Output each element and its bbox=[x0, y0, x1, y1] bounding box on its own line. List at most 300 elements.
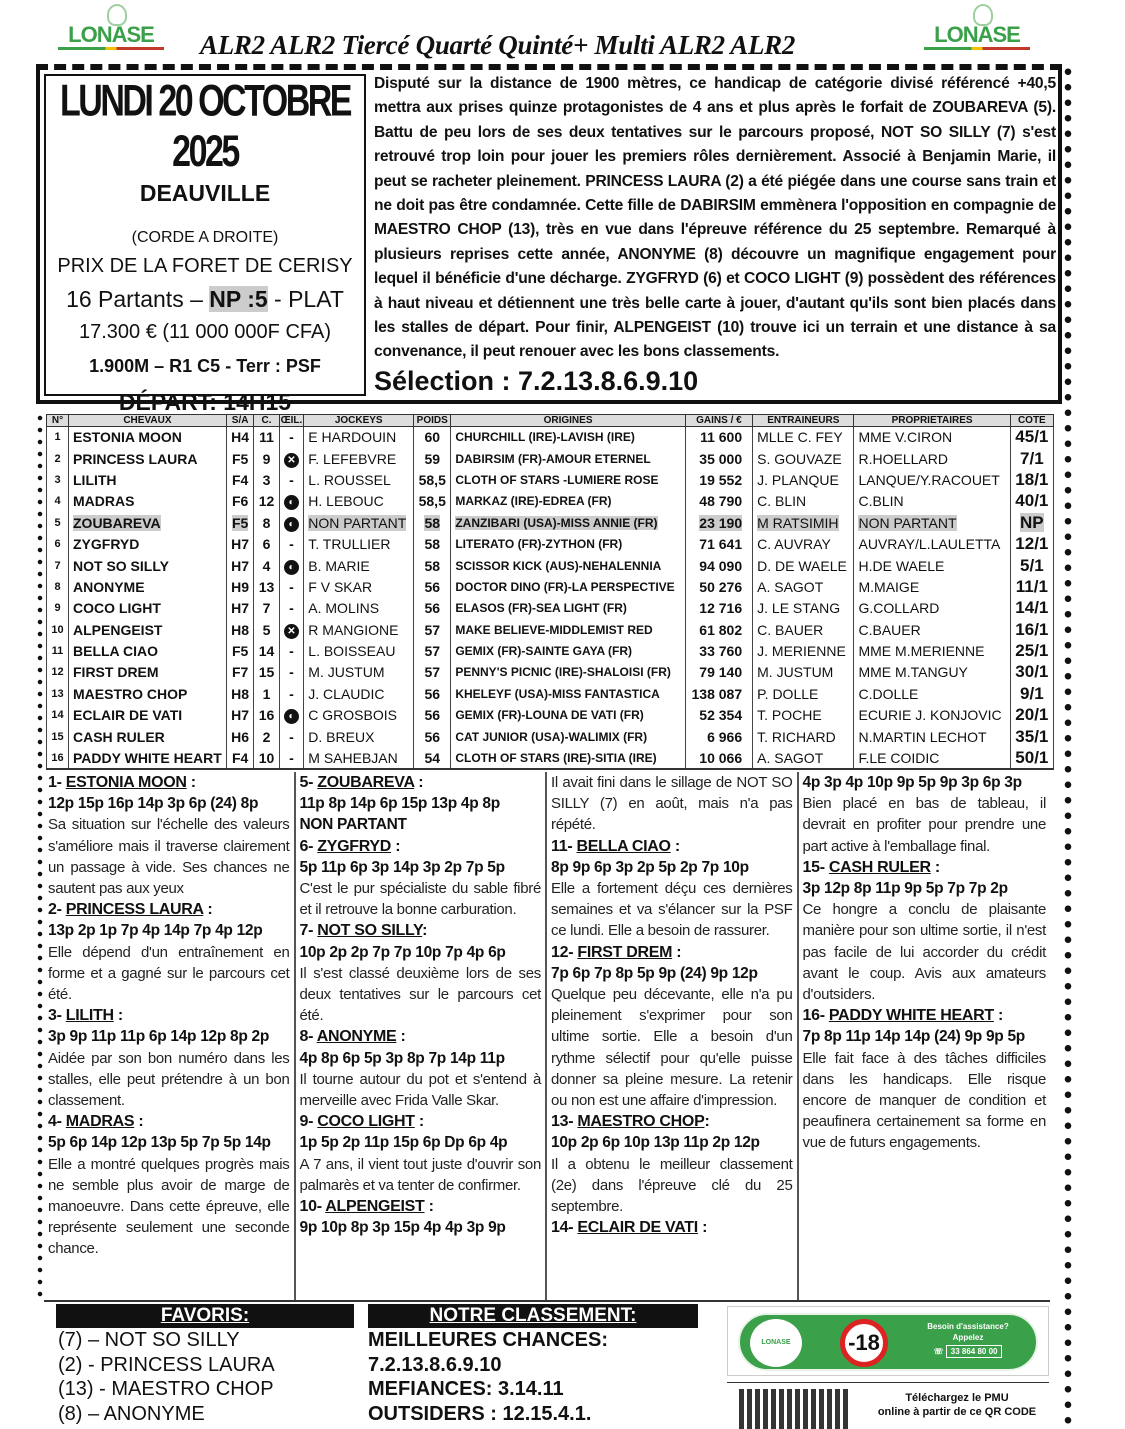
cell-oeilleres bbox=[279, 747, 304, 768]
cell-value: H8 bbox=[231, 621, 250, 638]
cell-value: D. BREUX bbox=[308, 728, 375, 745]
cell-gains bbox=[685, 662, 752, 683]
cell-corde bbox=[254, 662, 279, 683]
cell-sex-age bbox=[226, 576, 254, 597]
comment-column bbox=[44, 772, 296, 1302]
cell-value: L. BOISSEAU bbox=[308, 643, 396, 660]
cell-value: 94 090 bbox=[699, 557, 743, 574]
title-suffix: : bbox=[993, 1007, 1004, 1025]
col-header-oeilleres: ŒIL. bbox=[280, 415, 303, 426]
cell-horse bbox=[69, 598, 227, 619]
cell-value: 40/1 bbox=[1015, 491, 1049, 511]
horse-comment-text: Aidée par son bon numéro dans les stalles, elle peut prétendre à un bon classement. bbox=[48, 1049, 290, 1110]
cell-weight bbox=[414, 598, 451, 619]
horse-comment-text: Elle fait face à des tâches difficiles dans les handicaps. Elle risque encore de manquer de condition et peaufinera certainement sa forme en vue de futurs engagements. bbox=[802, 1049, 1046, 1152]
horse-number: 11- bbox=[551, 837, 577, 855]
horse-comment-title bbox=[48, 1111, 290, 1132]
horse-comment-text: Il tourne autour du pot et s'entend à merveille avec Frida Valle Skar. bbox=[299, 1070, 541, 1110]
cell-odds bbox=[1010, 533, 1053, 554]
cell-value: MAESTRO CHOP bbox=[73, 685, 188, 702]
cell-value: A. MOLINS bbox=[308, 600, 380, 617]
cell-horse bbox=[69, 683, 227, 704]
blinkers-icon: ✕ bbox=[284, 453, 299, 468]
cell-jockey bbox=[304, 576, 414, 597]
cell-origins bbox=[451, 619, 685, 640]
cell-value: 18/1 bbox=[1015, 469, 1049, 489]
cell-sex-age bbox=[226, 683, 254, 704]
classement-line: MEFIANCES: 3.14.11 bbox=[368, 1378, 564, 1400]
cell-odds bbox=[1010, 619, 1053, 640]
title-suffix: : bbox=[704, 1113, 710, 1131]
cell-trainer bbox=[753, 491, 854, 512]
cell-gains bbox=[685, 469, 752, 490]
horse-name: MADRAS bbox=[65, 1113, 135, 1131]
cell-value: F. LEFEBVRE bbox=[308, 450, 397, 467]
cell-value: C.BAUER bbox=[858, 621, 921, 638]
horse-comment-title bbox=[803, 857, 1047, 878]
horse-number: 15- bbox=[802, 858, 829, 876]
table-row bbox=[47, 640, 1054, 661]
cell-jockey bbox=[304, 705, 414, 726]
cell-value: 45/1 bbox=[1015, 427, 1049, 447]
cell-gains bbox=[685, 427, 752, 448]
cell-weight bbox=[414, 640, 451, 661]
race-type: - PLAT bbox=[267, 286, 344, 312]
phone-icon: ☏ bbox=[933, 1347, 946, 1356]
cell-owner bbox=[854, 705, 1010, 726]
cell-value: PENNY'S PICNIC (IRE)-SHALOISI (FR) bbox=[455, 665, 671, 680]
cell-origins bbox=[451, 705, 685, 726]
cell-value: 12 716 bbox=[699, 600, 743, 617]
cell-value: 59 bbox=[424, 450, 441, 467]
cell-sex-age bbox=[226, 533, 254, 554]
cell-value: H8 bbox=[231, 685, 250, 702]
table-row bbox=[47, 555, 1054, 576]
horse-comment-title bbox=[300, 920, 542, 941]
cell-value: 11 bbox=[259, 429, 274, 446]
cell-sex-age bbox=[226, 726, 254, 747]
horse-comment-text: A 7 ans, il vient tout juste d'ouvrir son palmarès et va tenter de confirmer. bbox=[299, 1155, 541, 1194]
horse-number: 12- bbox=[551, 943, 578, 961]
cell-num bbox=[47, 705, 69, 726]
cell-trainer bbox=[753, 726, 854, 747]
horse-number: 6- bbox=[299, 837, 318, 855]
cell-value: MADRAS bbox=[73, 493, 135, 510]
cell-owner bbox=[854, 576, 1010, 597]
horse-name: ANONYME bbox=[316, 1028, 397, 1046]
col-header-origins: ORIGINES bbox=[451, 415, 685, 427]
horse-comment-text: Ce hongre a conclu de plaisante manière pour son ultime sortie, il n'est pas facile de lui accorder du crédit avant le coup. Avis aux amateurs d'outsiders. bbox=[802, 901, 1046, 1004]
horse-number: 4- bbox=[48, 1113, 66, 1131]
col-header-sex-age: S/A bbox=[226, 415, 254, 427]
cell-gains bbox=[685, 640, 752, 661]
cell-oeilleres bbox=[279, 555, 304, 576]
cell-gains bbox=[685, 576, 752, 597]
cell-origins bbox=[451, 640, 685, 661]
cell-jockey bbox=[304, 555, 414, 576]
cell-value: F V SKAR bbox=[308, 578, 373, 595]
cell-horse bbox=[69, 726, 227, 747]
cell-value: MME M.MERIENNE bbox=[858, 643, 985, 660]
cell-value: NOT SO SILLY bbox=[73, 557, 169, 574]
cell-value: 5/1 bbox=[1020, 555, 1044, 575]
race-details bbox=[44, 74, 366, 415]
cell-value: 58,5 bbox=[418, 471, 446, 488]
classement-line: 7.2.13.8.6.9.10 bbox=[368, 1353, 502, 1376]
cell-value: DABIRSIM (FR)-AMOUR ETERNEL bbox=[455, 451, 651, 466]
cell-value: CAT JUNIOR (USA)-WALIMIX (FR) bbox=[455, 729, 648, 744]
race-venue: DEAUVILLE bbox=[139, 180, 271, 206]
cell-value: F5 bbox=[231, 514, 249, 531]
cell-value: H9 bbox=[231, 578, 250, 595]
horse-number: 9- bbox=[299, 1113, 318, 1131]
cell-value: F5 bbox=[231, 643, 249, 660]
cell-origins bbox=[451, 512, 685, 533]
cell-weight bbox=[414, 512, 451, 533]
cell-horse bbox=[69, 619, 227, 640]
cell-corde bbox=[254, 640, 279, 661]
col-header-odds: COTE bbox=[1010, 415, 1053, 427]
cell-oeilleres bbox=[279, 491, 304, 512]
cell-value: 35/1 bbox=[1015, 726, 1049, 746]
horse-comment-text: Quelque peu décevante, elle n'a pu pleinement s'exprimer pour son ultime sortie. Elle a besoin d'un rythme sélectif pour qu'elle puisse donner sa pleine mesure. La retenir ou non est une affaire d'impression. bbox=[551, 986, 793, 1110]
cell-sex-age bbox=[226, 598, 254, 619]
cell-weight bbox=[414, 448, 451, 469]
race-date: LUNDI 20 OCTOBRE 2025 bbox=[60, 76, 350, 177]
cell-num bbox=[47, 555, 69, 576]
cell-value: PRINCESS LAURA bbox=[73, 450, 198, 467]
col-header-gains: GAINS / € bbox=[685, 415, 752, 427]
cell-value: MME M.TANGUY bbox=[858, 664, 968, 681]
cell-trainer bbox=[753, 662, 854, 683]
cell-jockey bbox=[304, 448, 414, 469]
cell-jockey bbox=[304, 491, 414, 512]
cell-corde bbox=[254, 555, 279, 576]
comment-column bbox=[799, 772, 1051, 1302]
cell-gains bbox=[685, 448, 752, 469]
horse-form: 12p 15p 16p 14p 3p 6p (24) 8p bbox=[48, 795, 259, 813]
cell-trainer bbox=[753, 469, 854, 490]
help-phone[interactable]: 33 864 80 00 bbox=[946, 1345, 1003, 1358]
cell-weight bbox=[414, 469, 451, 490]
cell-oeilleres bbox=[279, 705, 304, 726]
horse-name: PRINCESS LAURA bbox=[65, 901, 204, 919]
cell-jockey bbox=[304, 619, 414, 640]
cell-value: 3 bbox=[262, 471, 271, 488]
col-header-jockey: JOCKEYS bbox=[304, 415, 414, 427]
cell-oeilleres bbox=[279, 448, 304, 469]
cell-weight bbox=[414, 533, 451, 554]
cell-value: H7 bbox=[231, 600, 250, 617]
cell-value: M SAHEBJAN bbox=[308, 749, 398, 766]
cell-value: SCISSOR KICK (AUS)-NEHALENNIA bbox=[455, 558, 662, 573]
horse-form: 3p 12p 8p 11p 9p 5p 7p 7p 2p bbox=[802, 880, 1008, 898]
cell-value: 20/1 bbox=[1015, 705, 1049, 725]
horse-comment-text: Il a obtenu le meilleur classement (2e) dans l'épreuve clé du 25 septembre. bbox=[551, 1155, 793, 1216]
horse-form: 7p 8p 11p 14p 14p (24) 9p 9p 5p bbox=[802, 1028, 1025, 1046]
cell-value: CHURCHILL (IRE)-LAVISH (IRE) bbox=[455, 430, 635, 445]
cell-value: J. LE STANG bbox=[757, 600, 841, 617]
cell-horse bbox=[69, 640, 227, 661]
table-row bbox=[47, 619, 1054, 640]
cell-horse bbox=[69, 512, 227, 533]
cell-value: F.LE COIDIC bbox=[858, 749, 940, 766]
cell-odds bbox=[1010, 512, 1053, 533]
bottom-section bbox=[44, 1300, 1050, 1423]
cell-value: LANQUE/Y.RACOUET bbox=[858, 471, 1000, 488]
horse-number: 8- bbox=[299, 1028, 317, 1046]
classement-line: MEILLEURES CHANCES: bbox=[368, 1329, 609, 1351]
comment-column bbox=[547, 772, 799, 1302]
cell-sex-age bbox=[226, 448, 254, 469]
cell-corde bbox=[254, 469, 279, 490]
cell-weight bbox=[414, 726, 451, 747]
classement-box bbox=[368, 1304, 698, 1426]
cell-trainer bbox=[753, 512, 854, 533]
col-header-owner: PROPRIETAIRES bbox=[854, 415, 1010, 427]
cell-num bbox=[47, 726, 69, 747]
horse-comment-title bbox=[551, 942, 793, 963]
cell-weight bbox=[414, 576, 451, 597]
cell-sex-age bbox=[226, 555, 254, 576]
cell-value: NON PARTANT bbox=[308, 514, 407, 531]
cell-value: H7 bbox=[231, 707, 250, 724]
cell-num bbox=[47, 469, 69, 490]
cell-trainer bbox=[753, 555, 854, 576]
cell-value: 58,5 bbox=[418, 493, 446, 510]
cell-value: 57 bbox=[424, 621, 441, 638]
cell-value: F4 bbox=[231, 749, 249, 766]
cell-jockey bbox=[304, 427, 414, 448]
col-header-weight: POIDS bbox=[414, 415, 451, 427]
title-suffix: : bbox=[186, 774, 196, 791]
horse-form: 5p 11p 6p 3p 14p 3p 2p 7p 5p bbox=[299, 858, 505, 876]
cell-value: - bbox=[289, 429, 294, 446]
cell-corde bbox=[254, 427, 279, 448]
cell-odds bbox=[1010, 683, 1053, 704]
cell-odds bbox=[1010, 427, 1053, 448]
horse-number: 16- bbox=[802, 1007, 829, 1025]
cell-value: 71 641 bbox=[699, 536, 743, 553]
cell-value: 19 552 bbox=[699, 471, 743, 488]
cell-value: 4 bbox=[262, 557, 271, 574]
cell-value: 58 bbox=[424, 514, 441, 531]
favori-item: (2) - PRINCESS LAURA bbox=[58, 1353, 275, 1376]
horse-name: COCO LIGHT bbox=[317, 1113, 415, 1131]
cell-value: DOCTOR DINO (FR)-LA PERSPECTIVE bbox=[455, 579, 675, 594]
horse-form: 4p 8p 6p 5p 3p 8p 7p 14p 11p bbox=[299, 1049, 505, 1067]
partants-count: 16 Partants – bbox=[66, 286, 210, 312]
cell-value: F6 bbox=[231, 493, 249, 510]
prix-name: PRIX DE LA FORET DE CERISY bbox=[57, 255, 353, 277]
cell-horse bbox=[69, 662, 227, 683]
allocation: 17.300 € (11 000 000F CFA) bbox=[78, 321, 331, 343]
table-row bbox=[47, 662, 1054, 683]
cell-value: - bbox=[289, 471, 294, 488]
cell-oeilleres bbox=[279, 640, 304, 661]
cell-corde bbox=[254, 576, 279, 597]
cell-value: 15 bbox=[51, 730, 64, 743]
cell-value: 16 bbox=[258, 707, 275, 724]
cell-value: 9 bbox=[54, 602, 61, 615]
cell-num bbox=[47, 427, 69, 448]
horse-name: BELLA CIAO bbox=[576, 837, 671, 855]
cell-odds bbox=[1010, 448, 1053, 469]
horse-comment-title bbox=[551, 1111, 793, 1132]
cell-value: 138 087 bbox=[691, 685, 743, 702]
title-suffix: : bbox=[396, 1028, 406, 1046]
cell-odds bbox=[1010, 726, 1053, 747]
cell-horse bbox=[69, 491, 227, 512]
cell-gains bbox=[685, 705, 752, 726]
dotted-border-left bbox=[36, 412, 44, 1302]
cell-value: 30/1 bbox=[1015, 662, 1049, 682]
cell-gains bbox=[685, 726, 752, 747]
cell-value: N.MARTIN LECHOT bbox=[858, 728, 987, 745]
cell-horse bbox=[69, 576, 227, 597]
cell-num bbox=[47, 533, 69, 554]
qr-text: Téléchargez le PMU bbox=[905, 1392, 1009, 1404]
favoris-box bbox=[56, 1304, 354, 1426]
cell-horse bbox=[69, 427, 227, 448]
cell-value: 58 bbox=[424, 557, 441, 574]
col-header-num: N° bbox=[47, 415, 69, 427]
title-suffix: : bbox=[930, 858, 940, 876]
horse-comment-title bbox=[551, 836, 793, 857]
cell-value: C GROSBOIS bbox=[308, 707, 397, 724]
horse-name: ZYGFRYD bbox=[317, 837, 392, 855]
cell-value: 12 bbox=[51, 666, 64, 679]
responsible-gaming-banner bbox=[727, 1306, 1049, 1376]
col-header-corde: C. bbox=[254, 415, 279, 427]
cell-value: 5 bbox=[262, 621, 271, 638]
cell-sex-age bbox=[226, 747, 254, 768]
cell-value: M.MAIGE bbox=[858, 578, 920, 595]
cell-value: 9 bbox=[262, 450, 271, 467]
cell-value: 9/1 bbox=[1020, 683, 1044, 703]
cell-owner bbox=[854, 619, 1010, 640]
cell-owner bbox=[854, 747, 1010, 768]
horse-name: ALPENGEIST bbox=[325, 1198, 425, 1216]
title-suffix: : bbox=[113, 1007, 123, 1025]
cell-value: T. TRULLIER bbox=[308, 536, 391, 553]
cell-jockey bbox=[304, 533, 414, 554]
cell-value: G.COLLARD bbox=[858, 600, 940, 617]
race-info-box bbox=[36, 64, 1062, 415]
table-row bbox=[47, 512, 1054, 533]
favori-item: (13) - MAESTRO CHOP bbox=[58, 1378, 274, 1400]
table-row bbox=[47, 747, 1054, 768]
horse-name: ECLAIR DE VATI bbox=[577, 1219, 698, 1237]
cell-value: F5 bbox=[231, 450, 249, 467]
title-suffix: : bbox=[134, 1113, 144, 1131]
horse-comment-text: Il s'est classé deuxième lors de ses deux tentatives sur le parcours cet été. bbox=[299, 964, 541, 1025]
horse-comment-title bbox=[300, 1026, 542, 1047]
cell-value: M. JUSTUM bbox=[757, 664, 834, 681]
cell-value: D. DE WAELE bbox=[757, 557, 847, 574]
cell-value: CLOTH OF STARS -LUMIERE ROSE bbox=[455, 472, 659, 487]
horse-comment-title bbox=[300, 1111, 542, 1132]
cell-num bbox=[47, 747, 69, 768]
cell-value: 56 bbox=[424, 578, 441, 595]
cell-value: 11 bbox=[51, 645, 64, 658]
cell-corde bbox=[254, 512, 279, 533]
horse-comment-text: Elle dépend d'un entraînement en forme et a gagné sur le parcours cet été. bbox=[48, 943, 290, 1004]
horse-form: 4p 3p 4p 10p 9p 5p 9p 3p 6p 3p bbox=[802, 774, 1022, 791]
cell-odds bbox=[1010, 598, 1053, 619]
race-presentation: Disputé sur la distance de 1900 mètres, ce handicap de catégorie divisé référencé +40,5 mettra aux prises quinze protagonistes de 4 ans et plus après le forfait de ZOUBAREVA (5). Battu de peu lors de ses deux tentatives sur le parcours proposé, NOT SO SILLY (7) s'est retrouvé trop loin pour jouer les premiers rôles dernièrement. Associé à Benjamin Marie, il peut se racheter pleinement. PRINCESS LAURA (2) a été piégée dans une course sans train et ne doit pas être condamnée. Cette fille de DABIRSIM emmènera l'opposition en compagnie de MAESTRO CHOP (13), très en vue dans l'épreuve référence du 25 septembre. Remarqué à plusieurs reprises cette année, ANONYME (8) découvre un magnifique engagement pour lequel il bénéficie d'une décharge. ZYGFRYD (6) et COCO LIGHT (9) possèdent des références à haut niveau et détiennent une très belle carte à jouer, d'autant qu'ils sont bien placés dans les stalles de départ. Pour finir, ALPENGEIST (10) trouve ici un terrain et une distance à sa convenance, il peut renouer avec les bons classements. bbox=[374, 75, 1056, 361]
cell-weight bbox=[414, 427, 451, 448]
cell-value: CLOTH OF STARS (IRE)-SITIA (IRE) bbox=[455, 750, 657, 765]
horse-form: 10p 2p 2p 7p 7p 10p 7p 4p 6p bbox=[299, 943, 506, 961]
selection: Sélection : 7.2.13.8.6.9.10 bbox=[374, 366, 699, 396]
cell-value: R.HOELLARD bbox=[858, 450, 948, 467]
cell-value: MAKE BELIEVE-MIDDLEMIST RED bbox=[455, 622, 653, 637]
bet-types-title: ALR2 ALR2 Tiercé Quarté Quinté+ Multi ALR2 ALR2 bbox=[200, 30, 796, 60]
depart-time: DÉPART: 14H15 bbox=[118, 389, 292, 415]
cell-corde bbox=[254, 747, 279, 768]
cell-trainer bbox=[753, 598, 854, 619]
horse-form: 1p 5p 2p 11p 15p 6p Dp 6p 4p bbox=[299, 1134, 508, 1152]
cell-value: ZYGFRYD bbox=[73, 536, 140, 553]
cell-origins bbox=[451, 662, 685, 683]
qr-code-icon[interactable] bbox=[739, 1389, 851, 1429]
australian-blinkers-icon: ◐ bbox=[284, 517, 299, 532]
cell-value: 1 bbox=[262, 685, 271, 702]
cell-corde bbox=[254, 619, 279, 640]
cell-corde bbox=[254, 705, 279, 726]
cell-oeilleres bbox=[279, 512, 304, 533]
cell-value: - bbox=[289, 600, 294, 617]
cell-gains bbox=[685, 683, 752, 704]
cell-value: 4 bbox=[54, 495, 61, 508]
horse-comment-text: Elle a fortement déçu ces dernières semaines et va s'élancer sur la PSF ce lundi. Elle a besoin de rassurer. bbox=[551, 880, 793, 940]
cell-value: A. SAGOT bbox=[757, 578, 824, 595]
cell-value: ALPENGEIST bbox=[73, 621, 163, 638]
cell-value: 56 bbox=[424, 707, 441, 724]
cell-trainer bbox=[753, 427, 854, 448]
cell-value: M RATSIMIH bbox=[757, 514, 839, 531]
horse-name: ZOUBAREVA bbox=[317, 774, 415, 791]
cell-value: MLLE C. FEY bbox=[757, 429, 843, 446]
cell-value: 23 190 bbox=[699, 514, 743, 531]
cell-value: C.BLIN bbox=[858, 493, 904, 510]
title-suffix: : bbox=[391, 837, 401, 855]
cell-value: 12/1 bbox=[1015, 534, 1049, 554]
cell-value: 35 000 bbox=[699, 450, 743, 467]
cell-num bbox=[47, 448, 69, 469]
cell-value: - bbox=[289, 536, 294, 553]
horse-name: NOT SO SILLY bbox=[317, 922, 423, 940]
cell-value: 11/1 bbox=[1015, 576, 1048, 596]
cell-value: 2 bbox=[54, 452, 61, 465]
cell-owner bbox=[854, 491, 1010, 512]
cell-value: 48 790 bbox=[699, 493, 743, 510]
cell-value: C. AUVRAY bbox=[757, 536, 831, 553]
cell-gains bbox=[685, 555, 752, 576]
non-partant-badge: NP :5 bbox=[209, 286, 268, 312]
cell-horse bbox=[69, 469, 227, 490]
cell-weight bbox=[414, 555, 451, 576]
cell-trainer bbox=[753, 533, 854, 554]
cell-trainer bbox=[753, 640, 854, 661]
cell-value: 57 bbox=[424, 643, 441, 660]
cell-origins bbox=[451, 533, 685, 554]
cell-oeilleres bbox=[279, 683, 304, 704]
horse-number: 2- bbox=[48, 901, 66, 919]
col-header-horse: CHEVAUX bbox=[69, 415, 227, 427]
cell-value: 6 bbox=[262, 536, 271, 553]
